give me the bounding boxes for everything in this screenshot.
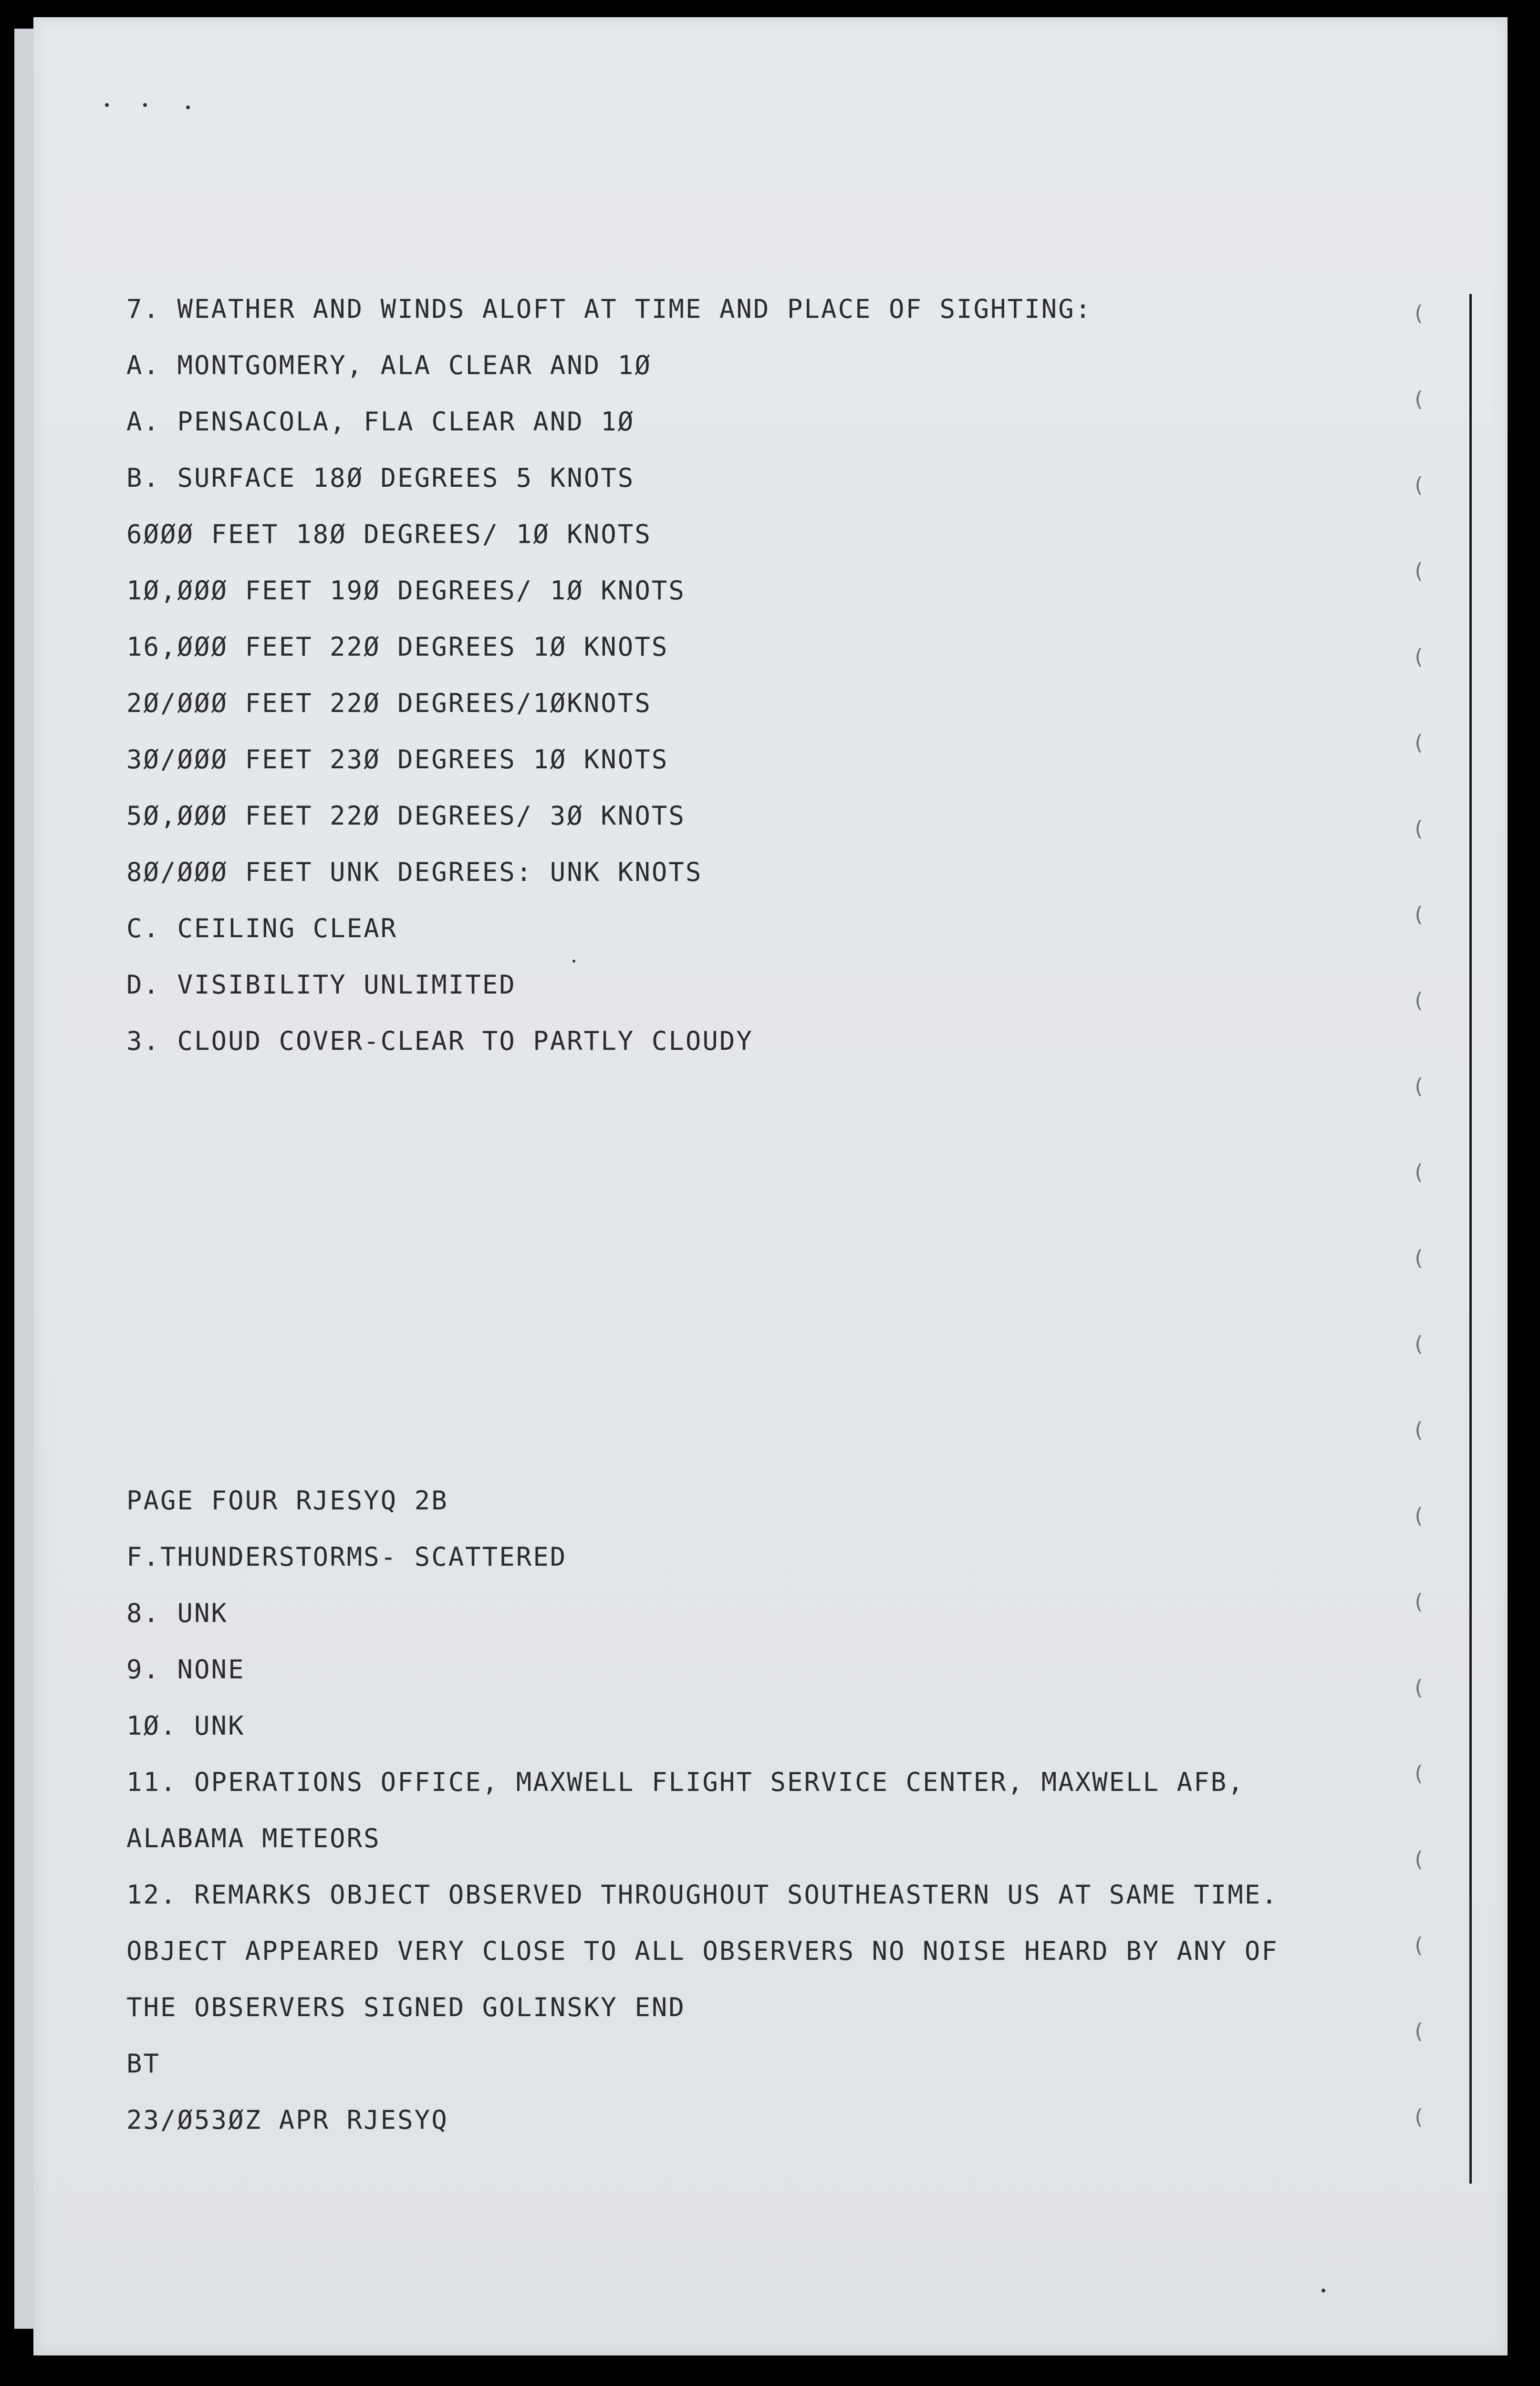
sprocket-mark: ( bbox=[1412, 988, 1425, 1013]
sprocket-mark: ( bbox=[1412, 1590, 1425, 1614]
text-line: C. CEILING CLEAR bbox=[126, 913, 398, 943]
text-line: THE OBSERVERS SIGNED GOLINSKY END bbox=[126, 1992, 686, 2022]
sprocket-mark: ( bbox=[1412, 1246, 1425, 1270]
text-line: 8Ø/ØØØ FEET UNK DEGREES: UNK KNOTS bbox=[126, 857, 703, 887]
scan-speck bbox=[186, 105, 190, 109]
sprocket-mark: ( bbox=[1412, 731, 1425, 755]
scan-speck bbox=[572, 960, 575, 963]
sprocket-mark: ( bbox=[1412, 559, 1425, 583]
sprocket-mark: ( bbox=[1412, 1675, 1425, 1700]
text-line: F.THUNDERSTORMS- SCATTERED bbox=[126, 1542, 567, 1572]
text-line: ALABAMA METEORS bbox=[126, 1823, 381, 1853]
text-line: 1Ø,ØØØ FEET 19Ø DEGREES/ 1Ø KNOTS bbox=[126, 576, 686, 606]
sprocket-mark: ( bbox=[1412, 645, 1425, 669]
text-line: 1Ø. UNK bbox=[126, 1711, 245, 1741]
text-line: A. PENSACOLA, FLA CLEAR AND 1Ø bbox=[126, 407, 635, 437]
text-line: 2Ø/ØØØ FEET 22Ø DEGREES/1ØKNOTS bbox=[126, 688, 652, 718]
text-line: 16,ØØØ FEET 22Ø DEGREES 1Ø KNOTS bbox=[126, 632, 669, 662]
paper-edge bbox=[14, 29, 33, 2329]
sprocket-mark: ( bbox=[1412, 2019, 1425, 2043]
sprocket-mark: ( bbox=[1412, 1761, 1425, 1786]
page-header: PAGE FOUR RJESYQ 2B bbox=[126, 1486, 448, 1516]
scan-speck bbox=[1321, 2289, 1325, 2292]
text-line: 3. CLOUD COVER-CLEAR TO PARTLY CLOUDY bbox=[126, 1026, 753, 1056]
sprocket-mark: ( bbox=[1412, 2105, 1425, 2129]
sprocket-mark: ( bbox=[1412, 301, 1425, 325]
text-line: 11. OPERATIONS OFFICE, MAXWELL FLIGHT SERVICE CENTER, MAXWELL AFB, bbox=[126, 1767, 1245, 1797]
sprocket-mark: ( bbox=[1412, 1160, 1425, 1184]
sprocket-mark: ( bbox=[1412, 1933, 1425, 1957]
sprocket-mark: ( bbox=[1412, 1074, 1425, 1099]
margin-rule bbox=[1469, 294, 1472, 2184]
text-line: BT bbox=[126, 2049, 161, 2079]
text-line: OBJECT APPEARED VERY CLOSE TO ALL OBSERVERS NO NOISE HEARD BY ANY OF bbox=[126, 1936, 1279, 1966]
text-line: 6ØØØ FEET 18Ø DEGREES/ 1Ø KNOTS bbox=[126, 519, 652, 549]
sprocket-mark: ( bbox=[1412, 816, 1425, 841]
sprocket-mark: ( bbox=[1412, 1847, 1425, 1872]
text-line: 3Ø/ØØØ FEET 23Ø DEGREES 1Ø KNOTS bbox=[126, 744, 669, 774]
sprocket-mark: ( bbox=[1412, 1418, 1425, 1442]
text-line: 12. REMARKS OBJECT OBSERVED THROUGHOUT SOUTHEASTERN US AT SAME TIME. bbox=[126, 1880, 1279, 1910]
sprocket-mark: ( bbox=[1412, 902, 1425, 927]
sprocket-mark: ( bbox=[1412, 387, 1425, 411]
weather-heading-line: 7. WEATHER AND WINDS ALOFT AT TIME AND PLACE OF SIGHTING: bbox=[126, 294, 1093, 324]
sprocket-mark: ( bbox=[1412, 1332, 1425, 1356]
teletype-page bbox=[33, 17, 1508, 2355]
text-line: 8. UNK bbox=[126, 1598, 229, 1628]
text-line: 9. NONE bbox=[126, 1654, 245, 1685]
sprocket-mark: ( bbox=[1412, 473, 1425, 497]
scan-speck bbox=[143, 103, 147, 107]
sprocket-mark: ( bbox=[1412, 1504, 1425, 1528]
text-line: A. MONTGOMERY, ALA CLEAR AND 1Ø bbox=[126, 350, 652, 380]
scan-speck bbox=[105, 103, 109, 107]
text-line: 5Ø,ØØØ FEET 22Ø DEGREES/ 3Ø KNOTS bbox=[126, 801, 686, 831]
dtg-line: 23/Ø53ØZ APR RJESYQ bbox=[126, 2105, 448, 2135]
text-line: B. SURFACE 18Ø DEGREES 5 KNOTS bbox=[126, 463, 635, 493]
text-line: D. VISIBILITY UNLIMITED bbox=[126, 970, 516, 1000]
